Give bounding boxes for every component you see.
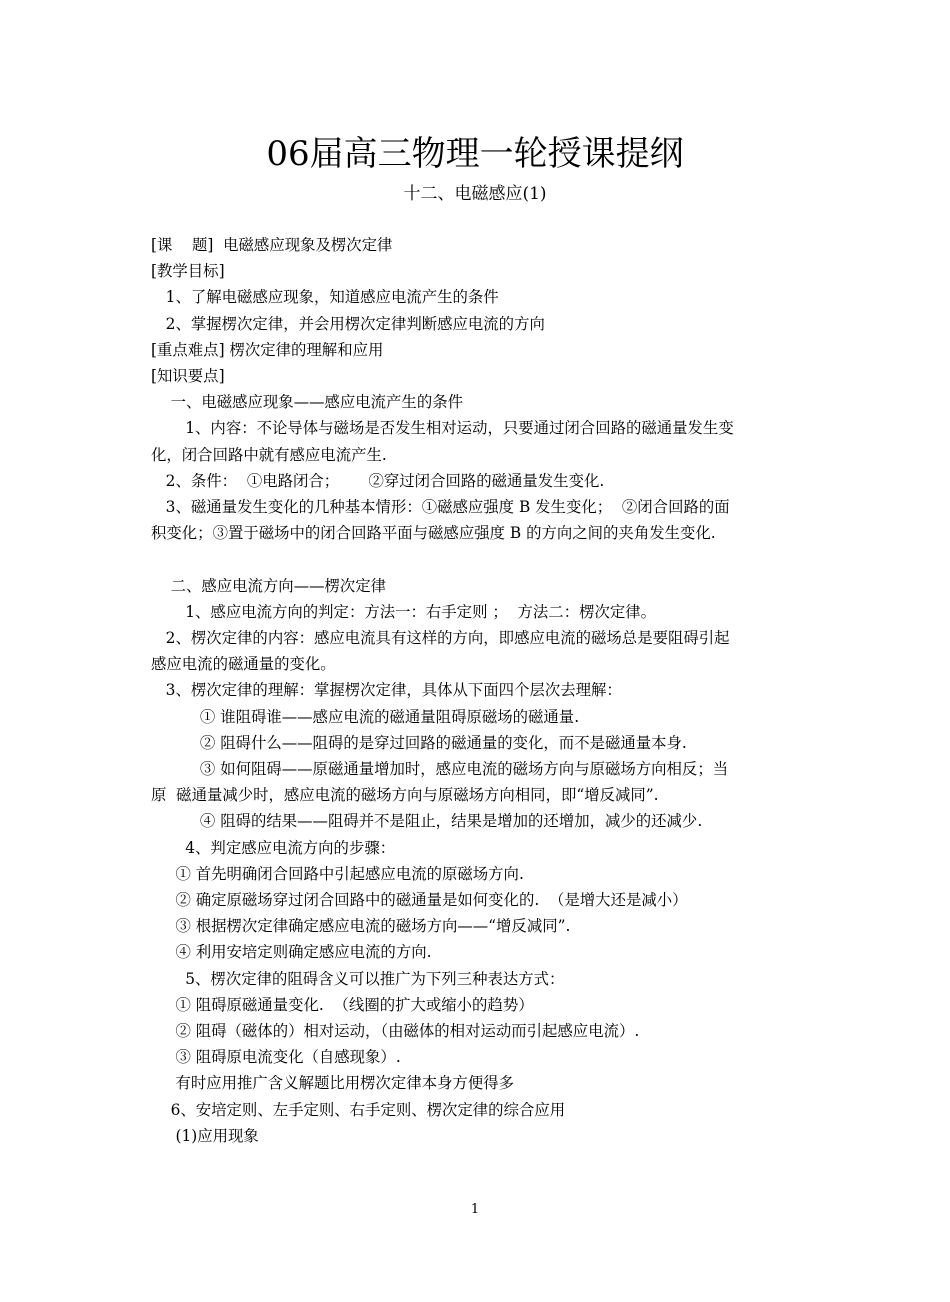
step-4: ④ 利用安培定则确定感应电流的方向. (151, 943, 432, 962)
understanding-point-4: ④ 阻碍的结果——阻碍并不是阻止，结果是增加的还增加，减少的还减少. (151, 812, 703, 831)
section-2-item-4: 4、判定感应电流方向的步骤： (151, 838, 396, 857)
section-1-item-2: 2、条件： ①电路闭合； ②穿过闭合回路的磁通量发生变化. (151, 471, 605, 490)
document-body (151, 232, 801, 1149)
expression-2: ② 阻碍（磁体的）相对运动，（由磁体的相对运动而引起感应电流）. (151, 1022, 640, 1041)
section-1-item-3-line-1: 3、磁通量发生变化的几种基本情形：①磁感应强度 B 发生变化； ②闭合回路的面 (151, 498, 730, 517)
section-2-item-5: 5、楞次定律的阻碍含义可以推广为下列三种表达方式： (151, 969, 565, 988)
step-3: ③ 根据楞次定律确定感应电流的磁场方向——“增反减同”. (151, 917, 571, 936)
goal-2-line: 2、掌握楞次定律，并会用楞次定律判断感应电流的方向 (151, 314, 545, 333)
page-number: 1 (470, 1202, 480, 1217)
understanding-point-3-line-1: ③ 如何阻碍——原磁通量增加时，感应电流的磁场方向与原磁场方向相反；当 (151, 760, 729, 779)
section-2-item-6: 6、安培定则、左手定则、右手定则、楞次定律的综合应用 (151, 1100, 566, 1119)
step-2: ② 确定原磁场穿过闭合回路中的磁通量是如何变化的. （是增大还是减小） (151, 891, 688, 910)
expression-1: ① 阻碍原磁通量变化. （线圈的扩大或缩小的趋势） (151, 995, 534, 1014)
section-1-item-1-line-2: 化，闭合回路中就有感应电流产生. (151, 445, 387, 464)
section-1-item-1-line-1: 1、内容：不论导体与磁场是否发生相对运动，只要通过闭合回路的磁通量发生变 (151, 419, 734, 438)
key-difficulty-line: [重点难点] 楞次定律的理解和应用 (151, 340, 384, 359)
teaching-goals-heading: [教学目标] (151, 262, 225, 281)
section-2-item-1: 1、感应电流方向的判定：方法一：右手定则 ； 方法二：楞次定律。 (151, 602, 657, 621)
section-2-item-2-line-2: 感应电流的磁通量的变化。 (151, 655, 336, 674)
knowledge-points-heading: [知识要点] (151, 367, 225, 386)
goal-1-line: 1、了解电磁感应现象，知道感应电流产生的条件 (151, 288, 499, 307)
understanding-point-3-line-2: 原 磁通量减少时，感应电流的磁场方向与原磁场方向相同，即“增反减同”. (151, 786, 659, 805)
section-2-item-3: 3、楞次定律的理解：掌握楞次定律，具体从下面四个层次去理解： (151, 681, 622, 700)
section-1-heading: 一、电磁感应现象——感应电流产生的条件 (151, 393, 463, 412)
understanding-point-1: ① 谁阻碍谁——感应电流的磁通量阻碍原磁场的磁通量. (151, 707, 580, 726)
document-title: 06届高三物理一轮授课提纲 (266, 134, 684, 174)
expression-3: ③ 阻碍原电流变化（自感现象）. (151, 1048, 401, 1067)
section-2-item-2-line-1: 2、楞次定律的内容：感应电流具有这样的方向，即感应电流的磁场总是要阻碍引起 (151, 629, 730, 648)
understanding-point-2: ② 阻碍什么——阻碍的是穿过回路的磁通量的变化，而不是磁通量本身. (151, 733, 687, 752)
extension-note: 有时应用推广含义解题比用楞次定律本身方便得多 (151, 1074, 515, 1093)
document-subtitle: 十二、电磁感应(1) (403, 184, 547, 204)
section-2-heading: 二、感应电流方向——楞次定律 (151, 576, 387, 595)
section-1-item-3-line-2: 积变化；③置于磁场中的闭合回路平面与磁感应强度 B 的方向之间的夹角发生变化. (151, 524, 716, 543)
step-1: ① 首先明确闭合回路中引起感应电流的原磁场方向. (151, 864, 524, 883)
application-subheading: (1)应用现象 (151, 1126, 259, 1145)
lesson-topic-line: [课 题] 电磁感应现象及楞次定律 (151, 236, 393, 254)
blank-line (151, 546, 801, 572)
